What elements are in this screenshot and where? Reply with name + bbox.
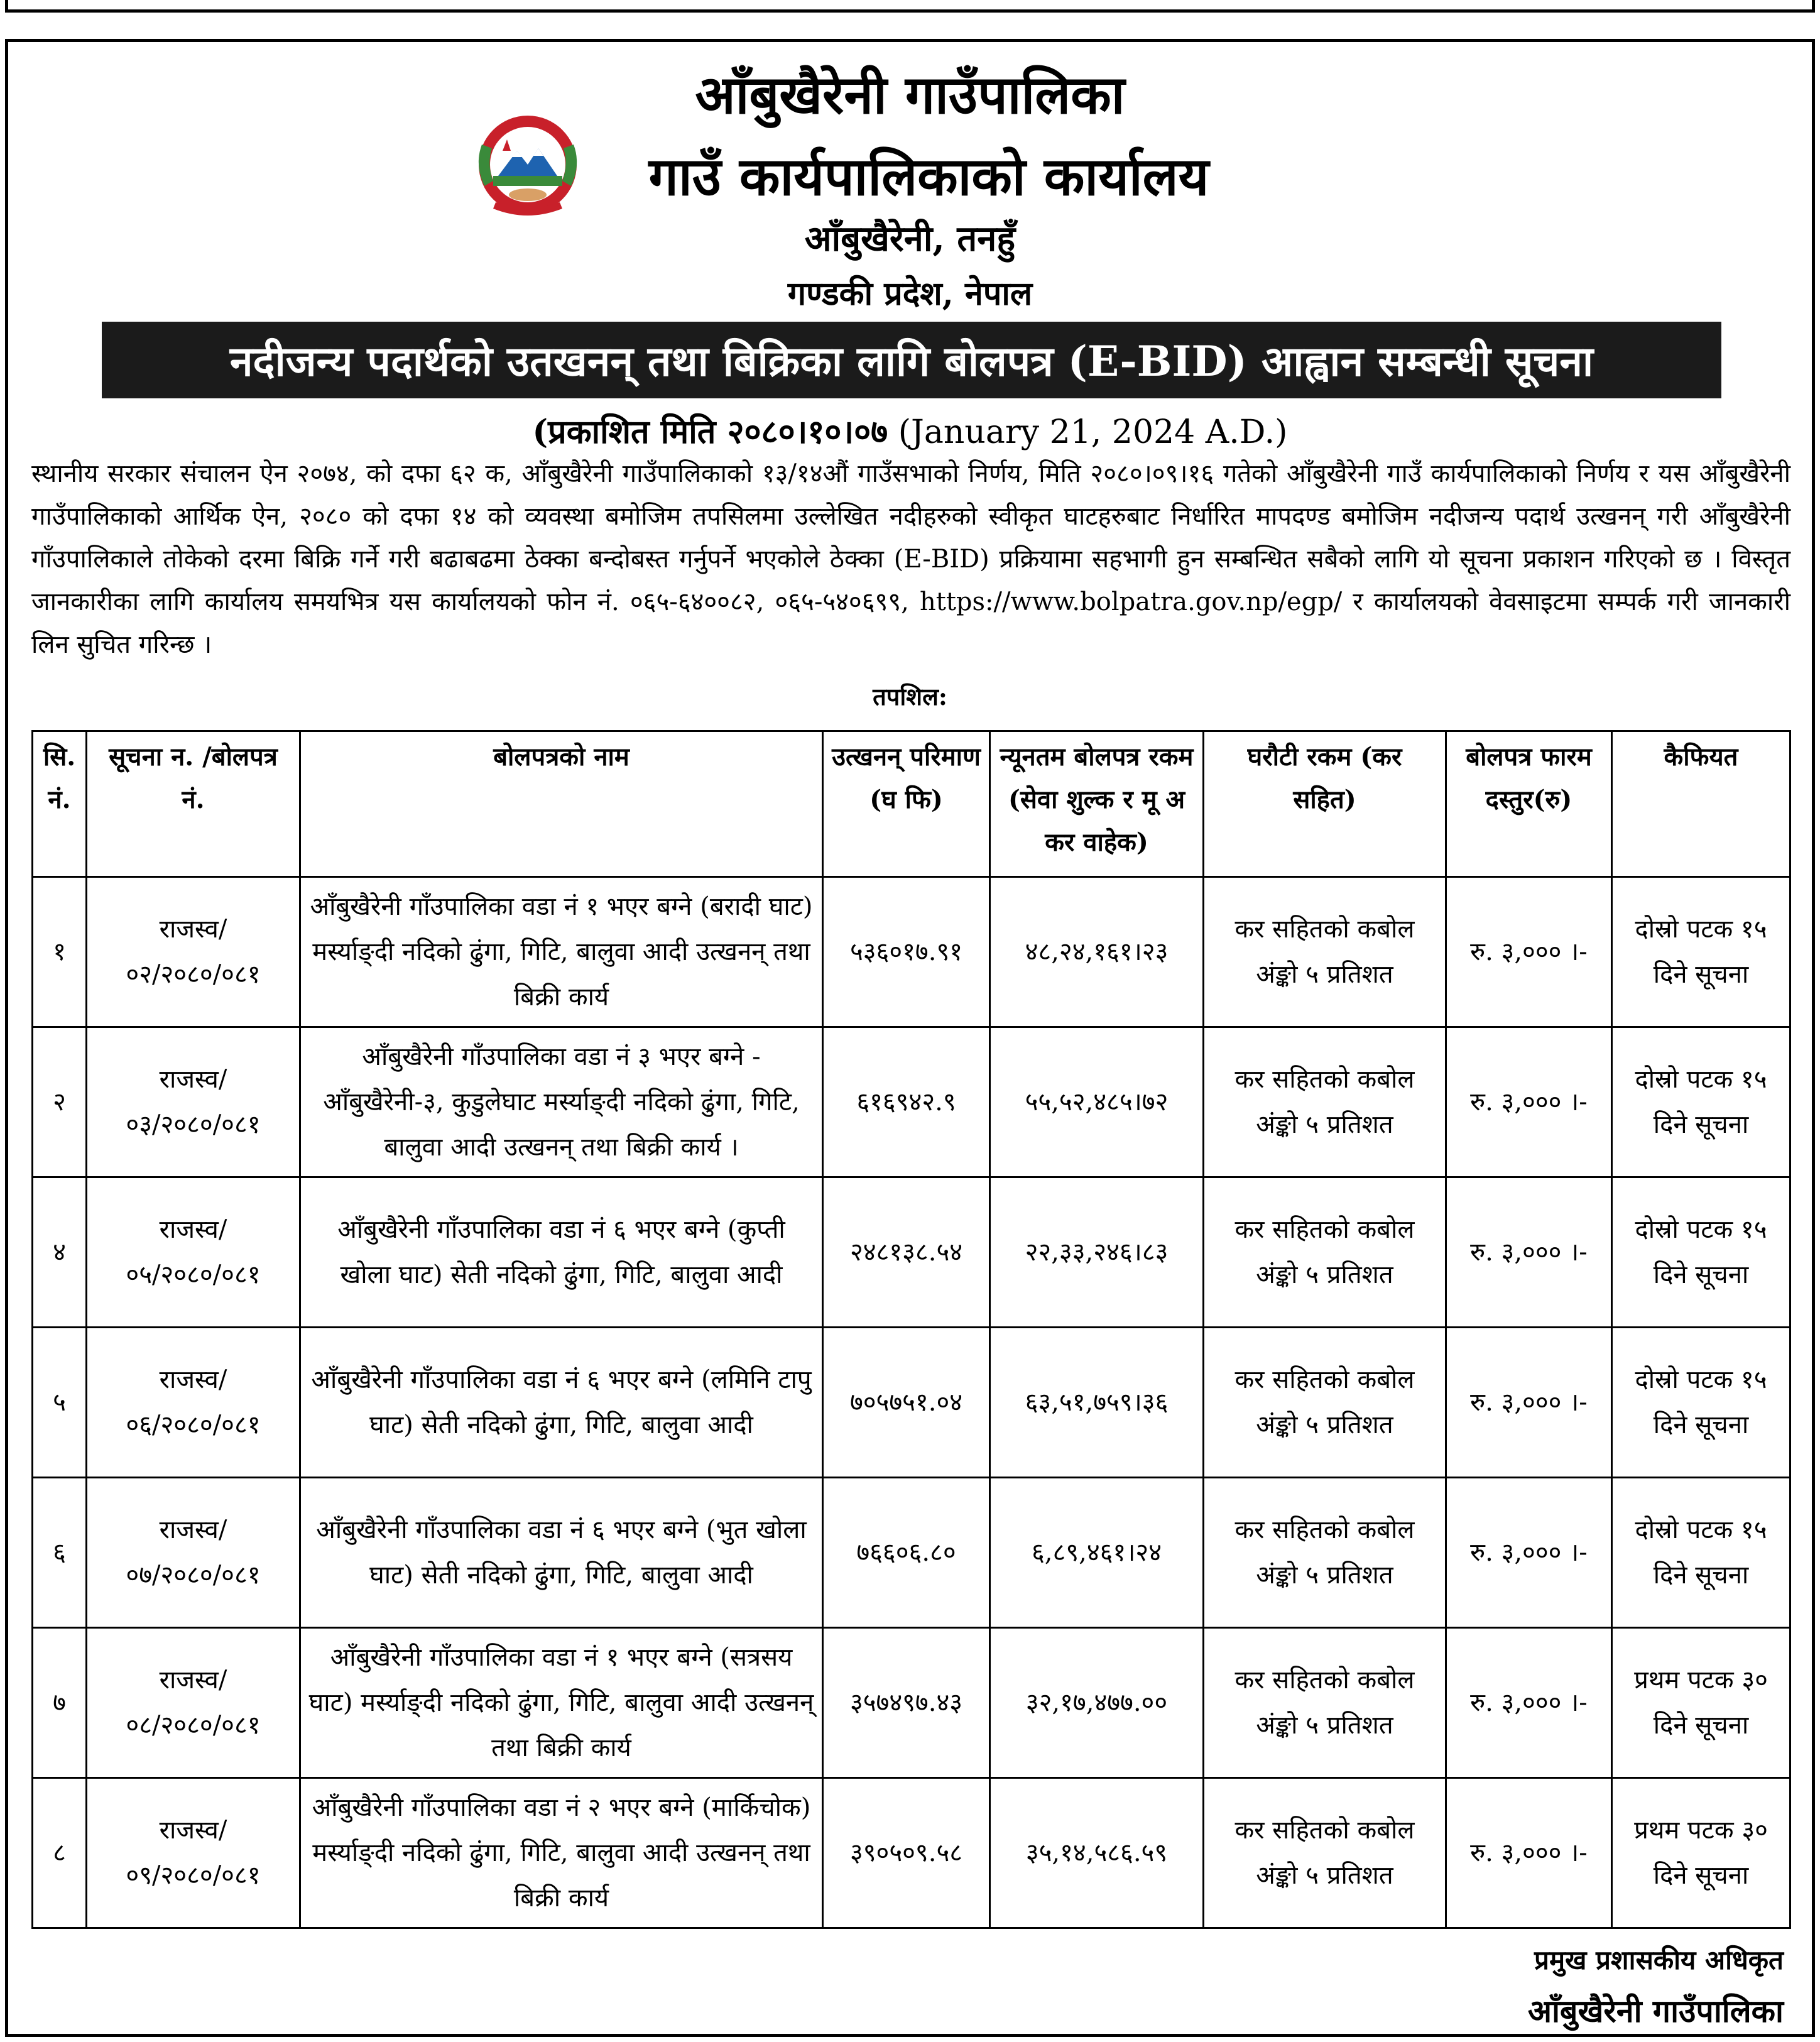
cell-fee: रु. ३,००० ।-	[1446, 1177, 1612, 1328]
cell-remark: दोस्रो पटक १५ दिने सूचना	[1612, 1027, 1790, 1177]
cell-fee: रु. ३,००० ।-	[1446, 877, 1612, 1027]
cell-fee: रु. ३,००० ।-	[1446, 1628, 1612, 1778]
cell-sn: २	[33, 1027, 87, 1177]
col-header-remark: कैफियत	[1612, 731, 1790, 877]
cell-deposit: कर सहितको कबोल अंङ्को ५ प्रतिशत	[1204, 1328, 1446, 1478]
cell-deposit: कर सहितको कबोल अंङ्को ५ प्रतिशत	[1204, 1027, 1446, 1177]
cell-notice-no: राजस्व/ ०८/२०८०/०८१	[87, 1628, 300, 1778]
cell-notice-no: राजस्व/ ०२/२०८०/०८१	[87, 877, 300, 1027]
signatory-designation: प्रमुख प्रशासकीय अधिकृत	[1534, 1945, 1784, 1975]
cell-quantity: ५३६०१७.९१	[823, 877, 990, 1027]
table-row	[33, 1628, 1790, 1778]
cell-remark: दोस्रो पटक १५ दिने सूचना	[1612, 1478, 1790, 1628]
cell-deposit: कर सहितको कबोल अंङ्को ५ प्रतिशत	[1204, 877, 1446, 1027]
cell-notice-no: राजस्व/ ०५/२०८०/०८१	[87, 1177, 300, 1328]
cell-quantity: ३५७४९७.४३	[823, 1628, 990, 1778]
cell-fee: रु. ३,००० ।-	[1446, 1027, 1612, 1177]
cell-name: आँबुखैरेनी गाँउपालिका वडा नं ६ भएर बग्ने (भुत खोला घाट) सेती नदिको ढुंगा, गिटि, बालुवा आदी	[300, 1478, 823, 1628]
published-date-np: (प्रकाशित मिति २०८०।१०।०७	[532, 413, 888, 451]
cell-remark: प्रथम पटक ३० दिने सूचना	[1612, 1778, 1790, 1928]
cell-remark: दोस्रो पटक १५ दिने सूचना	[1612, 1328, 1790, 1478]
office-name: गाउँ कार्यपालिकाको कार्यालय	[648, 145, 1209, 207]
published-date-en: (January 21, 2024 A.D.)	[898, 413, 1288, 451]
cell-name: आँबुखैरेनी गाँउपालिका वडा नं ३ भएर बग्ने - आँबुखैरेनी-३, कुडुलेघाट मर्स्याङ्दी नदिको ढुंगा, गिटि, बालुवा आदी उत्खनन् तथा बिक्री कार्य ।	[300, 1027, 823, 1177]
table-row	[33, 1328, 1790, 1478]
col-header-quantity: उत्खनन् परिमाण (घ फि)	[823, 731, 990, 877]
top-rule	[5, 0, 1815, 13]
cell-name: आँबुखैरेनी गाँउपालिका वडा नं १ भएर बग्ने (सत्रसय घाट) मर्स्याङ्दी नदिको ढुंगा, गिटि, बालुवा आदी उत्खनन् तथा बिक्री कार्य	[300, 1628, 823, 1778]
col-header-min-bid: न्यूनतम बोलपत्र रकम (सेवा शुल्क र मू अ कर वाहेक)	[990, 731, 1204, 877]
cell-name: आँबुखैरेनी गाँउपालिका वडा नं ६ भएर बग्ने (कुप्ती खोला घाट) सेती नदिको ढुंगा, गिटि, बालुवा आदी	[300, 1177, 823, 1328]
notice-title-bar	[102, 322, 1721, 398]
cell-min-bid: ६,८९,४६१।२४	[990, 1478, 1204, 1628]
cell-sn: ७	[33, 1628, 87, 1778]
cell-fee: रु. ३,००० ।-	[1446, 1478, 1612, 1628]
cell-min-bid: ३२,१७,४७७.००	[990, 1628, 1204, 1778]
cell-notice-no: राजस्व/ ०६/२०८०/०८१	[87, 1328, 300, 1478]
table-row	[33, 1027, 1790, 1177]
table-row	[33, 1778, 1790, 1928]
cell-notice-no: राजस्व/ ०९/२०८०/०८१	[87, 1778, 300, 1928]
cell-remark: प्रथम पटक ३० दिने सूचना	[1612, 1628, 1790, 1778]
notice-title: नदीजन्य पदार्थको उतखनन् तथा बिक्रिका लागि बोलपत्र (E-BID) आह्वान सम्बन्धी सूचना	[229, 337, 1594, 386]
cell-fee: रु. ३,००० ।-	[1446, 1328, 1612, 1478]
municipality-name: आँबुखैरेनी गाउँपालिका	[695, 63, 1125, 126]
cell-quantity: ६१६९४२.९	[823, 1027, 990, 1177]
cell-sn: ४	[33, 1177, 87, 1328]
notice-body: स्थानीय सरकार संचालन ऐन २०७४, को दफा ६२ क, आँबुखैरेनी गाउँपालिकाको १३/१४औं गाउँसभाको निर्णय, मिति २०८०।०९।१६ गतेको आँबुखैरेनी गाउँ कार्यपालिकाको निर्णय र यस आँबुखैरेनी गाउँपालिकाको आर्थिक ऐन, २०८० को दफा १४ को व्यवस्था बमोजिम तपसिलमा उल्लेखित नदीहरुको स्वीकृत घाटहरुबाट निर्धारित मापदण्ड बमोजिम नदीजन्य पदार्थ उत्खनन् गरी आँबुखैरेनी गाँउपालिकाले तोकेको दरमा बिक्रि गर्ने गरी बढाबढमा ठेक्का बन्दोबस्त गर्नुपर्ने भएकोले ठेक्का (E-BID) प्रक्रियामा सहभागी हुन सम्बन्धित सबैको लागि यो सूचना प्रकाशन गरिएको छ । विस्तृत जानकारीका लागि कार्यालय समयभित्र यस कार्यालयको फोन नं. ०६५-६४००८२, ०६५-५४०६९९, https://www.bolpatra.gov.np/egp/ र कार्यालयको वेवसाइटमा सम्पर्क गरी जानकारी लिन सुचित गरिन्छ ।	[31, 459, 1790, 659]
cell-quantity: २४८१३८.५४	[823, 1177, 990, 1328]
cell-quantity: ७६६०६.८०	[823, 1478, 990, 1628]
col-header-fee: बोलपत्र फारम दस्तुर(रु)	[1446, 731, 1612, 877]
table-header-row	[33, 731, 1790, 877]
cell-sn: १	[33, 877, 87, 1027]
cell-quantity: ७०५७५१.०४	[823, 1328, 990, 1478]
cell-min-bid: ५५,५२,४८५।७२	[990, 1027, 1204, 1177]
table-row	[33, 1478, 1790, 1628]
cell-name: आँबुखैरेनी गाँउपालिका वडा नं ६ भएर बग्ने (लमिनि टापु घाट) सेती नदिको ढुंगा, गिटि, बालुवा आदी	[300, 1328, 823, 1478]
cell-min-bid: २२,३३,२४६।८३	[990, 1177, 1204, 1328]
cell-notice-no: राजस्व/ ०७/२०८०/०८१	[87, 1478, 300, 1628]
cell-sn: ८	[33, 1778, 87, 1928]
cell-name: आँबुखैरेनी गाँउपालिका वडा नं १ भएर बग्ने (बरादी घाट) मर्स्याङ्दी नदिको ढुंगा, गिटि, बालुवा आदी उत्खनन् तथा बिक्री कार्य	[300, 877, 823, 1027]
tender-table	[31, 730, 1791, 1929]
col-header-sn: सि. नं.	[33, 731, 87, 877]
cell-min-bid: ४८,२४,१६१।२३	[990, 877, 1204, 1027]
cell-quantity: ३९०५०९.५८	[823, 1778, 990, 1928]
table-row	[33, 1177, 1790, 1328]
cell-name: आँबुखैरेनी गाँउपालिका वडा नं २ भएर बग्ने (मार्किचोक) मर्स्याङ्दी नदिको ढुंगा, गिटि, बालुवा आदी उत्खनन् तथा बिक्री कार्य	[300, 1778, 823, 1928]
schedule-label: तपशिल:	[873, 682, 947, 711]
signatory-organization: आँबुखैरेनी गाउँपालिका	[1527, 1992, 1784, 2029]
cell-deposit: कर सहितको कबोल अंङ्को ५ प्रतिशत	[1204, 1478, 1446, 1628]
col-header-deposit: घरौटी रकम (कर सहित)	[1204, 731, 1446, 877]
cell-deposit: कर सहितको कबोल अंङ्को ५ प्रतिशत	[1204, 1177, 1446, 1328]
cell-fee: रु. ३,००० ।-	[1446, 1778, 1612, 1928]
table-row	[33, 877, 1790, 1027]
col-header-notice-no: सूचना न. /बोलपत्र नं.	[87, 731, 300, 877]
cell-deposit: कर सहितको कबोल अंङ्को ५ प्रतिशत	[1204, 1778, 1446, 1928]
cell-sn: ५	[33, 1328, 87, 1478]
cell-min-bid: ३५,१४,५८६.५९	[990, 1778, 1204, 1928]
col-header-name: बोलपत्रको नाम	[300, 731, 823, 877]
cell-deposit: कर सहितको कबोल अंङ्को ५ प्रतिशत	[1204, 1628, 1446, 1778]
cell-remark: दोस्रो पटक १५ दिने सूचना	[1612, 1177, 1790, 1328]
published-date	[0, 408, 1820, 453]
cell-remark: दोस्रो पटक १५ दिने सूचना	[1612, 877, 1790, 1027]
cell-notice-no: राजस्व/ ०३/२०८०/०८१	[87, 1027, 300, 1177]
province-name: गण्डकी प्रदेश, नेपाल	[787, 275, 1033, 313]
office-location: आँबुखैरेनी, तनहुँ	[804, 218, 1016, 259]
cell-min-bid: ६३,५१,७५९।३६	[990, 1328, 1204, 1478]
cell-sn: ६	[33, 1478, 87, 1628]
